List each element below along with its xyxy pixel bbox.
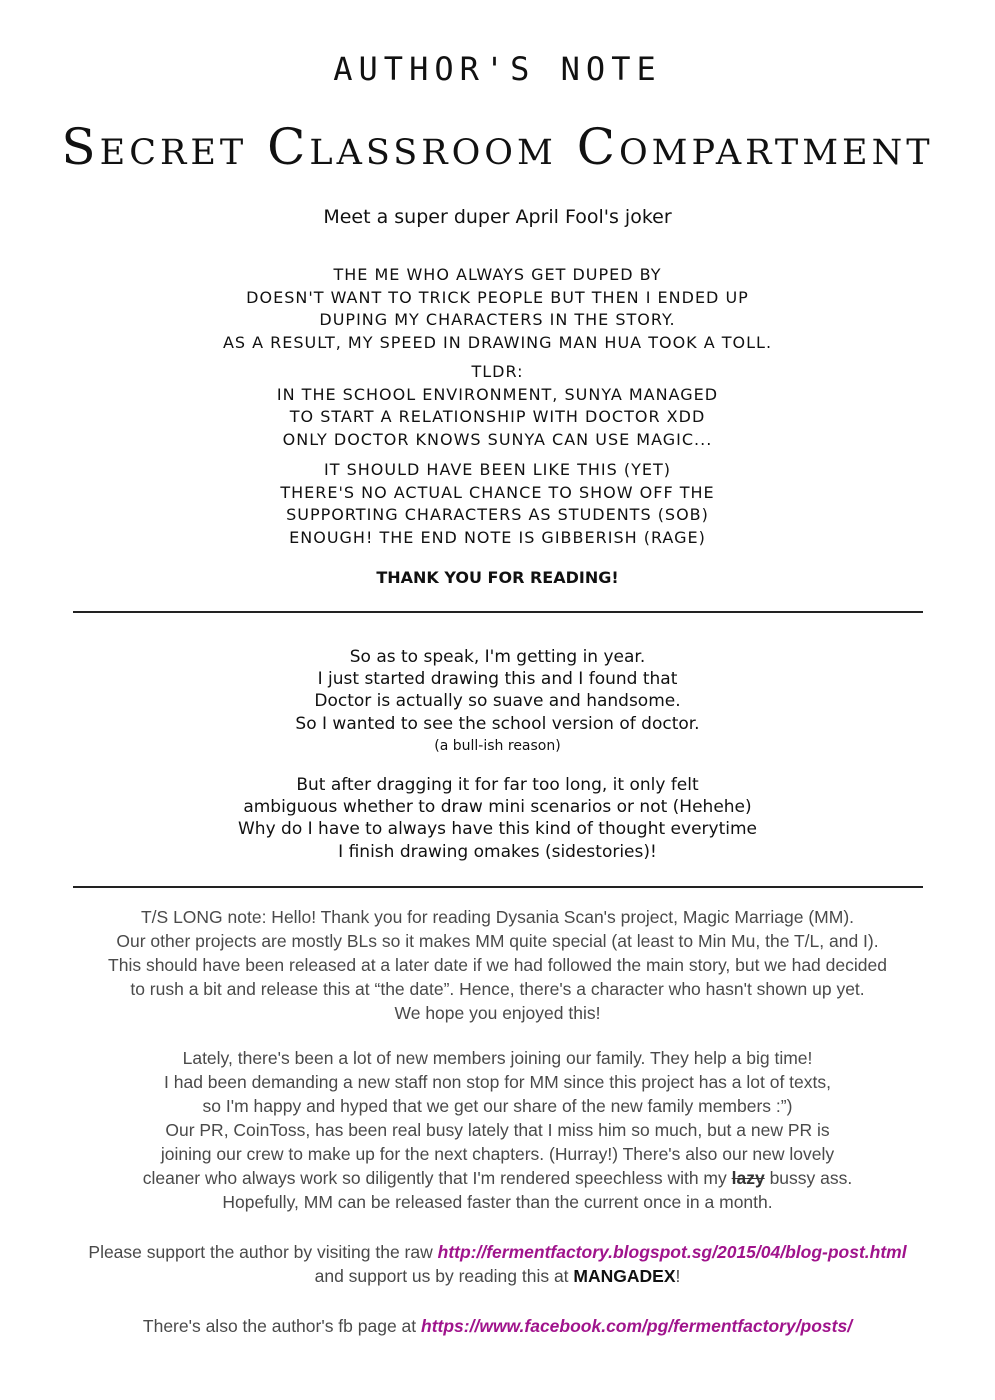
text-line: ENOUGH! THE END NOTE IS GIBBERISH (RAGE) — [289, 527, 706, 547]
text-line: So I wanted to see the school version of doctor. — [295, 713, 700, 734]
text-line: Our PR, CoinToss, has been real busy lately that I miss him so much, but a new PR is — [165, 1120, 830, 1140]
text-line: (a bull-ish reason) — [434, 737, 561, 754]
page-heading: AUTHOR'S NOTE — [333, 50, 662, 88]
text-line: THE ME WHO ALWAYS GET DUPED BY — [333, 265, 662, 284]
struck-word: lazy — [731, 1168, 765, 1188]
text-line — [0, 1264, 995, 1288]
text-line: joining our crew to make up for the next chapters. (Hurray!) There's also our new lovely — [160, 1144, 835, 1164]
text-line — [0, 1314, 995, 1338]
text-line: So as to speak, I'm getting in year. — [349, 647, 646, 667]
text-line: TLDR: — [471, 362, 524, 381]
support-message — [0, 1240, 995, 1288]
text-line: Why do I have to always have this kind of thought everytime — [238, 819, 757, 840]
text-line: But after dragging it for far too long, it only felt — [296, 775, 699, 795]
fb-page-message — [0, 1314, 995, 1338]
text-fragment: There's also the author's fb page at — [142, 1316, 422, 1336]
text-line: Our other projects are mostly BLs so it makes MM quite special (at least to Min Mu, the T/L, and I). — [116, 931, 879, 951]
text-line: SUPPORTING CHARACTERS AS STUDENTS (SOB) — [286, 505, 709, 524]
text-line: Doctor is actually so suave and handsome. — [314, 691, 681, 712]
text-fragment: and support us by reading this at — [314, 1266, 574, 1286]
author-aside-paragraph-2 — [0, 774, 995, 863]
text-line: DOESN'T WANT TO TRICK PEOPLE BUT THEN I ENDED UP — [246, 287, 749, 307]
translator-note-paragraph-2 — [0, 1046, 995, 1214]
text-line: ONLY DOCTOR KNOWS SUNYA CAN USE MAGIC... — [282, 429, 713, 449]
text-line: IN THE SCHOOL ENVIRONMENT, SUNYA MANAGED — [276, 384, 719, 404]
author-note-paragraph-1 — [0, 264, 995, 354]
text-line: We hope you enjoyed this! — [394, 1003, 601, 1023]
text-line: IT SHOULD HAVE BEEN LIKE THIS (YET) — [324, 460, 671, 479]
text-line: This should have been released at a later date if we had followed the main story, but we had decided — [108, 955, 887, 975]
text-line: THERE'S NO ACTUAL CHANCE TO SHOW OFF THE — [280, 482, 715, 502]
text-line: I finish drawing omakes (sidestories)! — [338, 841, 657, 862]
raw-source-link[interactable]: http://fermentfactory.blogspot.sg/2015/04/blog-post.html — [437, 1242, 907, 1262]
text-line — [0, 1166, 995, 1190]
story-title: Secret Classroom Compartment — [61, 118, 934, 176]
text-fragment: Please support the author by visiting the raw — [88, 1242, 438, 1262]
author-note-paragraph-3 — [0, 459, 995, 549]
text-line: T/S LONG note: Hello! Thank you for reading Dysania Scan's project, Magic Marriage (MM). — [140, 907, 855, 927]
section-divider — [73, 611, 923, 613]
text-line: ambiguous whether to draw mini scenarios or not (Hehehe) — [243, 797, 752, 818]
thanks-message: THANK YOU FOR READING! — [376, 568, 619, 587]
text-line: DUPING MY CHARACTERS IN THE STORY. — [319, 310, 676, 329]
text-line: TO START A RELATIONSHIP WITH DOCTOR XDD — [289, 407, 706, 426]
translator-note-paragraph-1 — [0, 905, 995, 1025]
text-line: Hopefully, MM can be released faster than the current once in a month. — [222, 1192, 773, 1212]
text-fragment: bussy ass. — [764, 1168, 853, 1188]
author-note-paragraph-2 — [0, 361, 995, 451]
text-fragment: ! — [675, 1266, 681, 1286]
text-line: I just started drawing this and I found that — [317, 669, 678, 690]
author-aside-paragraph-1 — [0, 646, 995, 757]
mangadex-label: MANGADEX — [573, 1266, 676, 1286]
text-line: to rush a bit and release this at “the date”. Hence, there's a character who hasn't shown up yet. — [130, 979, 865, 999]
text-line — [0, 1240, 995, 1264]
section-divider — [73, 886, 923, 888]
facebook-page-link[interactable]: https://www.facebook.com/pg/fermentfactory/posts/ — [421, 1316, 853, 1336]
text-line: I had been demanding a new staff non stop for MM since this project has a lot of texts, — [164, 1072, 831, 1092]
text-line: Lately, there's been a lot of new members joining our family. They help a big time! — [182, 1048, 813, 1068]
text-line: so I'm happy and hyped that we get our share of the new family members :”) — [202, 1096, 793, 1116]
story-subtitle: Meet a super duper April Fool's joker — [323, 206, 672, 228]
text-line: AS A RESULT, MY SPEED IN DRAWING MAN HUA TOOK A TOLL. — [222, 332, 773, 352]
text-fragment: cleaner who always work so diligently that I'm rendered speechless with my — [142, 1168, 732, 1188]
